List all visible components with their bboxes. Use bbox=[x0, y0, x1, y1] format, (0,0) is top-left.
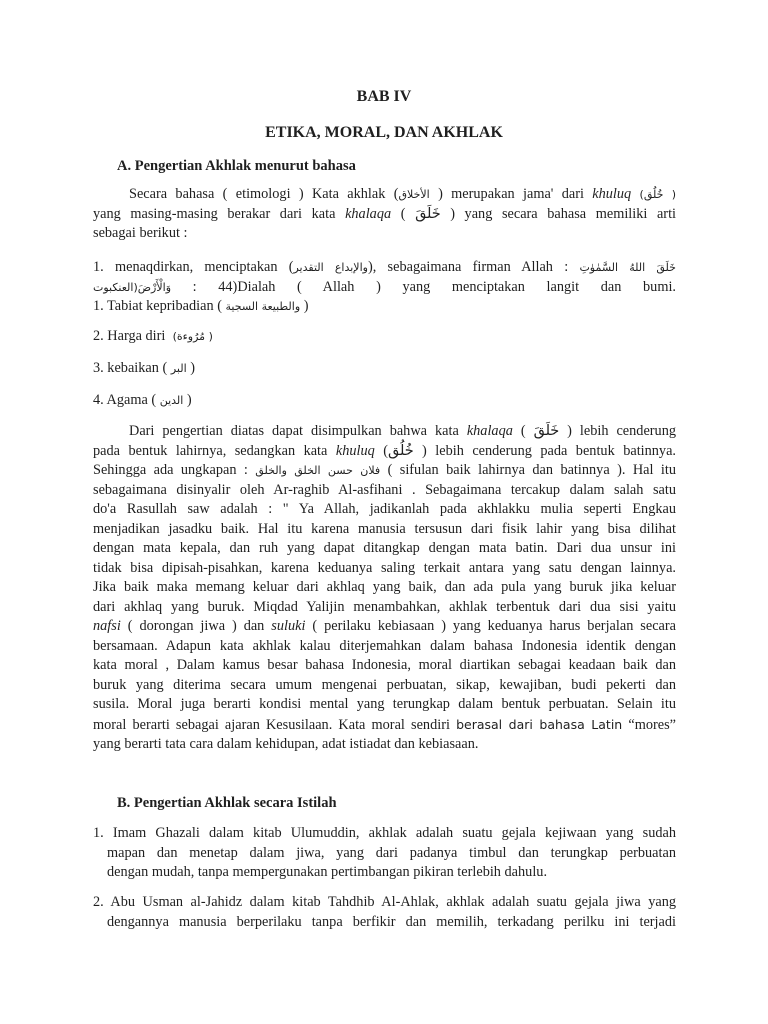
text-line: bersamaan. Adapun kata akhlak kalau diterjemahkan dalam bahasa Indonesia identik dengan bbox=[93, 637, 676, 654]
text-line: dengan mudah, tanpa mempergunakan pertimbangan pikiran terlebih dahulu. bbox=[107, 864, 548, 880]
text-line: yang berarti tata cara dalam kehidupan, adat istiadat dan kebiasaan. bbox=[93, 736, 479, 752]
text-line: Sehingga ada ungkapan : فلان حسن الخلق والخلق ( sifulan baik lahirnya dan batinnya ). Hal itu bbox=[93, 462, 676, 478]
text-line: menjadikan jasadku baik. Hal itu karena manusia tersusun dari fisik lahir yang bisa dilihat bbox=[93, 520, 676, 537]
chapter-title: BAB IV bbox=[356, 88, 412, 105]
list-item: 2. Harga diri (مُرُوءة ) bbox=[93, 328, 213, 344]
text-line: buruk yang diterima secara umum mengenai perbuatan, sikap, kewajiban, budi pekerti dan bbox=[93, 676, 676, 693]
text-line: Dari pengertian diatas dapat disimpulkan bahwa kata khalaqa ( خَلَقَ ) lebih cenderung bbox=[129, 423, 677, 439]
list-item: 1. menaqdirkan, menciptakan (والإبداع التقدير), sebagaimana firman Allah : خَلَقَ اللهُ السَّمٰوٰتِ bbox=[93, 259, 676, 275]
text-line: kata moral , Dalam kamus besar bahasa Indonesia, moral diartikan sebagai keadaan baik dan bbox=[93, 657, 676, 673]
list-item: 3. kebaikan ( البر ) bbox=[93, 360, 195, 376]
text-line: do'a Rasullah saw adalah : " Ya Allah, jadikanlah pada akhlakku mulia seperti Engkau bbox=[93, 501, 676, 517]
text-line: Secara bahasa ( etimologi ) Kata akhlak (الأخلاق ) merupakan jama' dari khuluq (خُلُق ) bbox=[129, 186, 677, 202]
text-line: sebagai berikut : bbox=[93, 225, 188, 241]
text-line: mapan dan menetap dalam jiwa, yang dari padanya timbul dan terungkap perbuatan bbox=[107, 844, 676, 861]
text-line: sebagaimana disinyalir oleh Ar-raghib Al-asfihani . Sebagaimana tercakup dalam salah satu bbox=[93, 481, 676, 498]
meaning-list bbox=[93, 258, 676, 317]
list-item: 4. Agama ( الدين ) bbox=[93, 392, 192, 408]
text-line: pada bentuk lahirnya, sedangkan kata khuluq (خُلُق ) lebih cenderung pada bentuk batinnya. bbox=[93, 442, 676, 459]
chapter-subtitle: ETIKA, MORAL, DAN AKHLAK bbox=[265, 124, 503, 141]
paragraph-etimologi bbox=[93, 185, 676, 244]
text-line: 1. Imam Ghazali dalam kitab Ulumuddin, akhlak adalah suatu gejala kejiwaan yang sudah bbox=[93, 825, 676, 841]
definition-item-2 bbox=[93, 893, 676, 932]
definition-item-1 bbox=[93, 824, 676, 883]
text-line: tidak bisa dipisah-pisahkan, karena keduanya saling terkait antara yang satu dengan lainnya. bbox=[93, 559, 676, 576]
text-line: nafsi ( dorongan jiwa ) dan suluki ( perilaku kebiasaan ) yang keduanya harus berjalan secara bbox=[93, 618, 677, 634]
text-line: dengannya manusia berperilaku tanpa berfikir dan memilih, terkadang perilku ini terjadi bbox=[107, 913, 676, 930]
text-line: 2. Abu Usman al-Jahidz dalam kitab Tahdhib Al-Ahlak, akhlak adalah suatu gejala jiwa yang bbox=[93, 894, 676, 910]
text-line: susila. Moral juga berarti kondisi mental yang terungkap dalam bentuk perbuatan. Selain itu bbox=[93, 696, 676, 712]
list-item: 1. Tabiat kepribadian ( والطبيعة السجية ) bbox=[93, 298, 309, 314]
paragraph-conclusion bbox=[93, 422, 676, 755]
list-item: وَالْأَرْضَ(العنكبوت : 44)Dialah ( Allah ) yang menciptakan langit dan bumi. bbox=[93, 278, 676, 295]
section-b-heading: B. Pengertian Akhlak secara Istilah bbox=[117, 795, 337, 811]
text-line: dengan mata kepala, dan ruh yang dapat ditangkap dengan mata batin. Dari dua unsur ini bbox=[93, 540, 676, 556]
text-line: dari akhlaq yang buruk. Miqdad Yalijin menambahkan, akhlak terbentuk dari dua sisi yaitu bbox=[93, 598, 676, 615]
section-a-heading: A. Pengertian Akhlak menurut bahasa bbox=[117, 158, 356, 174]
text-line: Jika baik maka memang keluar dari akhlaq yang baik, dan ada pula yang buruk jika keluar bbox=[93, 579, 676, 595]
text-line: yang masing-masing berakar dari kata khalaqa ( خَلَقَ ) yang secara bahasa memiliki arti bbox=[93, 205, 677, 222]
text-line: moral berarti sebagai ajaran Kesusilaan. Kata moral sendiri berasal dari bahasa Latin “mores” bbox=[93, 716, 677, 733]
